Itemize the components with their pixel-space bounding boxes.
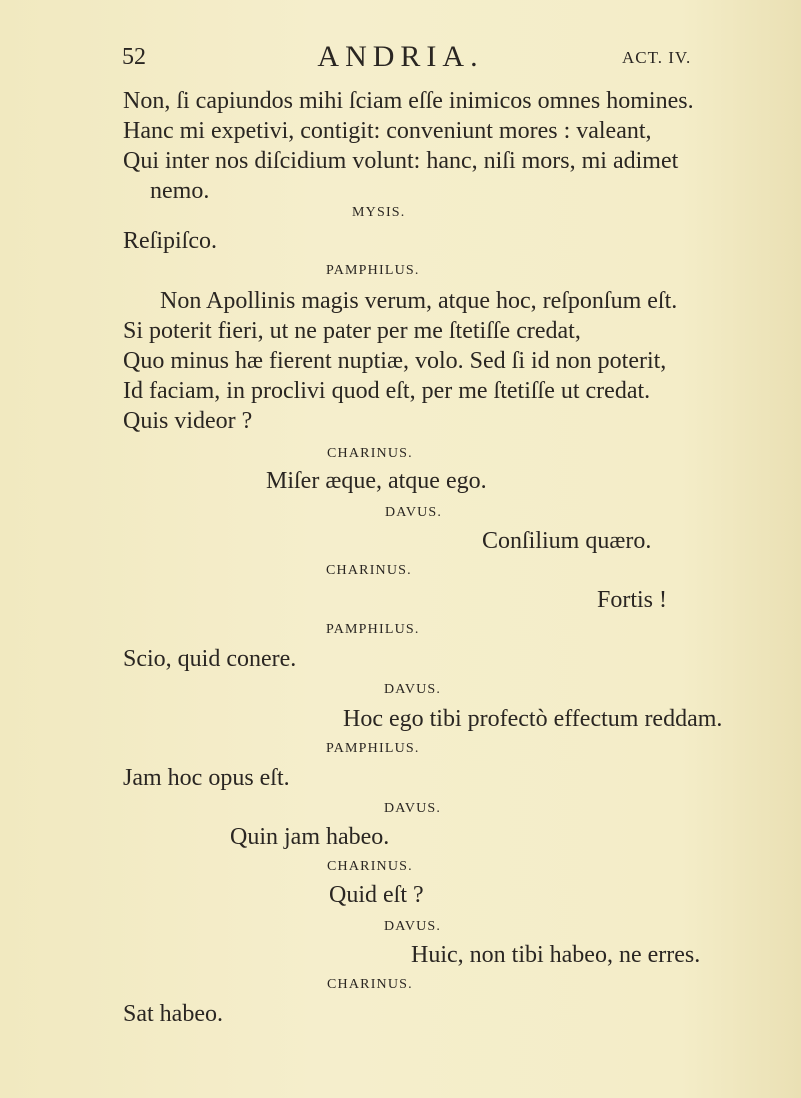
speaker-label: DAVUS.	[385, 505, 443, 520]
verse-line: Conſilium quæro.	[482, 528, 652, 554]
speaker-label: CHARINUS.	[327, 446, 413, 461]
speaker-label: PAMPHILUS.	[326, 622, 420, 637]
speaker-label: PAMPHILUS.	[326, 741, 420, 756]
speaker-label: DAVUS.	[384, 919, 442, 934]
verse-line: Hoc ego tibi profectò effectum reddam.	[343, 706, 723, 732]
verse-line: Sat habeo.	[123, 1001, 223, 1027]
verse-line: Si poterit fieri, ut ne pater per me ſtetiſſe credat,	[123, 318, 581, 344]
verse-line: Miſer æque, atque ego.	[266, 468, 487, 494]
verse-line: Reſipiſco.	[123, 228, 217, 254]
verse-line: Qui inter nos diſcidium volunt: hanc, niſi mors, mi adimet	[123, 148, 679, 174]
speaker-label: MYSIS.	[352, 205, 406, 220]
verse-line: Id faciam, in proclivi quod eſt, per me ſtetiſſe ut credat.	[123, 378, 651, 404]
speaker-label: CHARINUS.	[327, 859, 413, 874]
verse-line: Quin jam habeo.	[230, 824, 390, 850]
verse-line: Quid eſt ?	[329, 882, 424, 908]
verse-line: Jam hoc opus eſt.	[123, 765, 290, 791]
verse-line: Non, ſi capiundos mihi ſciam eſſe inimicos omnes homines.	[123, 88, 694, 114]
verse-line: Fortis !	[597, 587, 668, 613]
speaker-label: DAVUS.	[384, 801, 442, 816]
verse-line: Non Apollinis magis verum, atque hoc, reſponſum eſt.	[160, 288, 678, 314]
speaker-label: DAVUS.	[384, 682, 442, 697]
verse-line: Quo minus hæ fierent nuptiæ, volo. Sed ſi id non poterit,	[123, 348, 667, 374]
running-header	[0, 40, 801, 80]
verse-line: Hanc mi expetivi, contigit: conveniunt mores : valeant,	[123, 118, 652, 144]
page-number: 52	[122, 44, 146, 70]
verse-line: nemo.	[150, 178, 210, 204]
speaker-label: PAMPHILUS.	[326, 263, 420, 278]
verse-line: Huic, non tibi habeo, ne erres.	[411, 942, 701, 968]
verse-line: Quis videor ?	[123, 408, 253, 434]
act-label: ACT. IV.	[622, 48, 692, 67]
speaker-label: CHARINUS.	[327, 977, 413, 992]
verse-line: Scio, quid conere.	[123, 646, 297, 672]
play-title: ANDRIA.	[317, 40, 484, 73]
speaker-label: CHARINUS.	[326, 563, 412, 578]
